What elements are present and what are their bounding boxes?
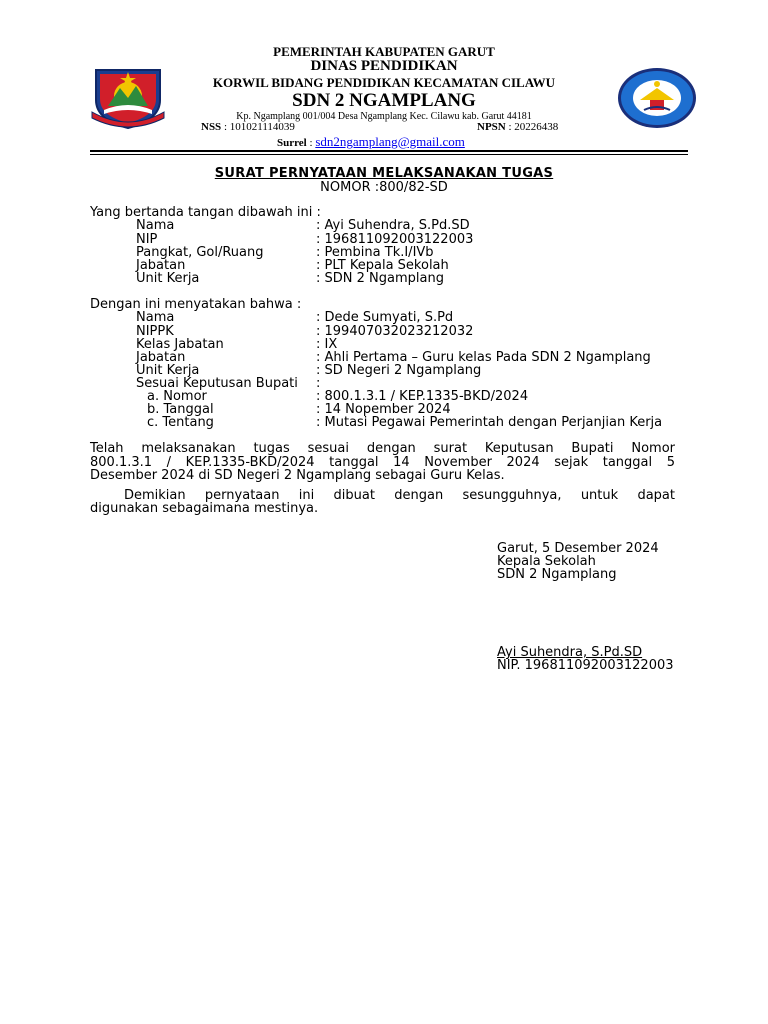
school-name: SDN 2 NGAMPLANG xyxy=(292,90,476,111)
closing-line-2: digunakan sebagaimana mestinya. xyxy=(90,501,319,516)
decree-subject-value: : Mutasi Pegawai Pemerintah dengan Perjanjian Kerja xyxy=(316,415,663,430)
email-separator: : xyxy=(309,137,313,149)
subject-name-label: Nama xyxy=(136,310,175,325)
signer-intro: Yang bertanda tangan dibawah ini : xyxy=(90,205,321,220)
signer-unit-value: : SDN 2 Ngamplang xyxy=(316,271,444,286)
subject-class-label: Kelas Jabatan xyxy=(136,337,224,352)
signer-rank-label: Pangkat, Gol/Ruang xyxy=(136,245,264,260)
header-rule-thick xyxy=(90,150,688,152)
subject-position-value: : Ahli Pertama – Guru kelas Pada SDN 2 Ngamplang xyxy=(316,350,651,365)
statement-line-3: Desember 2024 di SD Negeri 2 Ngamplang sebagai Guru Kelas. xyxy=(90,468,505,483)
nss-label: NSS xyxy=(201,121,222,133)
signer-nip-value: : 196811092003122003 xyxy=(316,232,474,247)
decree-date-label: b. Tanggal xyxy=(147,402,214,417)
signer-name-label: Nama xyxy=(136,218,175,233)
nss xyxy=(201,121,295,133)
email-label: Surrel xyxy=(277,137,307,149)
statement-line-2: 800.1.3.1 / KEP.1335-BKD/2024 tanggal 14 November 2024 sejak tanggal 5 xyxy=(90,455,675,470)
subject-name-value: : Dede Sumyati, S.Pd xyxy=(316,310,454,325)
email-link[interactable]: sdn2ngamplang@gmail.com xyxy=(315,134,465,149)
subject-decree-label: Sesuai Keputusan Bupati xyxy=(136,376,298,391)
signature-nip: NIP. 196811092003122003 xyxy=(497,658,674,673)
gov-line: PEMERINTAH KABUPATEN GARUT xyxy=(273,44,495,59)
department-line: DINAS PENDIDIKAN xyxy=(310,58,458,74)
subject-class-value: : IX xyxy=(316,337,338,352)
decree-number-label: a. Nomor xyxy=(147,389,207,404)
npsn-label: NPSN xyxy=(477,121,506,133)
signer-position-label: Jabatan xyxy=(136,258,186,273)
subject-decree-value: : xyxy=(316,376,321,391)
npsn-value: : 20226438 xyxy=(508,121,559,133)
subject-position-label: Jabatan xyxy=(136,350,186,365)
email-row xyxy=(277,134,465,150)
subject-nippk-label: NIPPK xyxy=(136,324,174,339)
header-rule-thin xyxy=(90,154,688,155)
signer-position-value: : PLT Kepala Sekolah xyxy=(316,258,449,273)
signer-unit-label: Unit Kerja xyxy=(136,271,200,286)
subject-nippk-value: : 199407032023212032 xyxy=(316,324,474,339)
letter-title: SURAT PERNYATAAN MELAKSANAKAN TUGAS xyxy=(214,166,554,181)
decree-subject-label: c. Tentang xyxy=(147,415,214,430)
school-emblem-icon xyxy=(616,66,698,130)
signature-school: SDN 2 Ngamplang xyxy=(497,567,617,582)
signature-position: Kepala Sekolah xyxy=(497,554,596,569)
subject-intro: Dengan ini menyatakan bahwa : xyxy=(90,297,302,312)
statement-line-1: Telah melaksanakan tugas sesuai dengan surat Keputusan Bupati Nomor xyxy=(90,441,675,456)
district-line: KORWIL BIDANG PENDIDIKAN KECAMATAN CILAWU xyxy=(212,75,556,90)
letter-number: NOMOR :800/82-SD xyxy=(320,180,448,195)
signer-rank-value: : Pembina Tk.I/IVb xyxy=(316,245,434,260)
signer-nip-label: NIP xyxy=(136,232,158,247)
npsn xyxy=(477,121,558,133)
subject-unit-value: : SD Negeri 2 Ngamplang xyxy=(316,363,482,378)
signature-place-date: Garut, 5 Desember 2024 xyxy=(497,541,659,556)
decree-number-value: : 800.1.3.1 / KEP.1335-BKD/2024 xyxy=(316,389,529,404)
school-address: Kp. Ngamplang 001/004 Desa Ngamplang Kec. Cilawu kab. Garut 44181 xyxy=(236,111,532,122)
subject-unit-label: Unit Kerja xyxy=(136,363,200,378)
decree-date-value: : 14 Nopember 2024 xyxy=(316,402,451,417)
signer-name-value: : Ayi Suhendra, S.Pd.SD xyxy=(316,218,470,233)
signature-name: Ayi Suhendra, S.Pd.SD xyxy=(497,645,643,660)
nss-value: : 101021114039 xyxy=(223,121,295,133)
closing-line-1: Demikian pernyataan ini dibuat dengan sesungguhnya, untuk dapat xyxy=(124,488,675,503)
